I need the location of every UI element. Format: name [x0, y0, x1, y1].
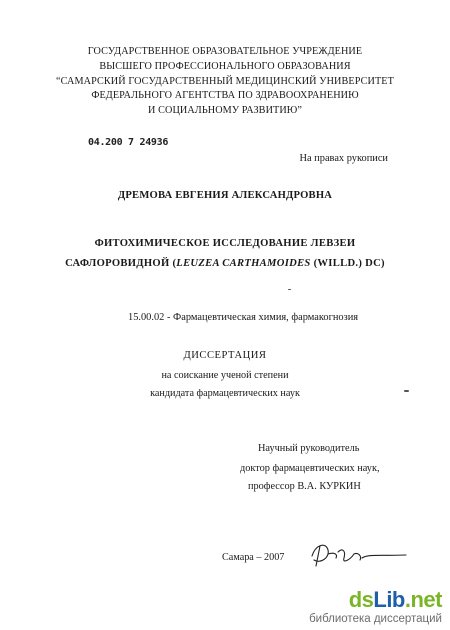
- city-year: Самара – 2007: [222, 552, 285, 563]
- handwritten-signature: [306, 538, 416, 570]
- institution-line-3: “САМАРСКИЙ ГОСУДАРСТВЕННЫЙ МЕДИЦИНСКИЙ УНИВЕРСИТЕТ: [56, 76, 394, 87]
- dslib-logo: dsLib.net: [348, 587, 442, 612]
- institution-line-5: И СОЦИАЛЬНОМУ РАЗВИТИЮ”: [147, 105, 302, 116]
- title-line-2-start: САФЛОРОВИДНОЙ (: [65, 258, 177, 269]
- title-latin-name: LEUZEA CARTHAMOIDES: [176, 258, 311, 269]
- specialty-code: 15.00.02 - Фармацевтическая химия, фармакогнозия: [128, 312, 359, 323]
- advisor-line-1: Научный руководитель: [258, 443, 360, 454]
- author-name: ДРЕМОВА ЕВГЕНИЯ АЛЕКСАНДРОВНА: [117, 190, 333, 201]
- scan-speck: [404, 390, 409, 392]
- scan-speck: [288, 289, 291, 290]
- dissertation-heading: ДИССЕРТАЦИЯ: [183, 350, 267, 361]
- institution-line-2: ВЫСШЕГО ПРОФЕССИОНАЛЬНОГО ОБРАЗОВАНИЯ: [99, 61, 351, 72]
- title-line-1: ФИТОХИМИЧЕСКОЕ ИССЛЕДОВАНИЕ ЛЕВЗЕИ: [94, 238, 356, 249]
- degree-line-1: на соискание ученой степени: [161, 370, 289, 381]
- advisor-line-2: доктор фармацевтических наук,: [240, 463, 380, 474]
- institution-line-1: ГОСУДАРСТВЕННОЕ ОБРАЗОВАТЕЛЬНОЕ УЧРЕЖДЕНИЕ: [87, 46, 363, 57]
- watermark-tagline: библиотека диссертаций: [309, 613, 442, 625]
- institution-line-4: ФЕДЕРАЛЬНОГО АГЕНТСТВА ПО ЗДРАВООХРАНЕНИЮ: [91, 90, 359, 101]
- watermark-logo: [309, 588, 442, 626]
- title-line-2: [0, 258, 450, 269]
- degree-line-2: кандидата фармацевтических наук: [150, 388, 300, 399]
- archive-stamp: 04.200 7 24936: [88, 137, 169, 148]
- advisor-line-3: профессор В.А. КУРКИН: [248, 481, 361, 492]
- title-line-2-end: (WILLD.) DC): [310, 258, 385, 269]
- rights-notice: На правах рукописи: [299, 153, 388, 164]
